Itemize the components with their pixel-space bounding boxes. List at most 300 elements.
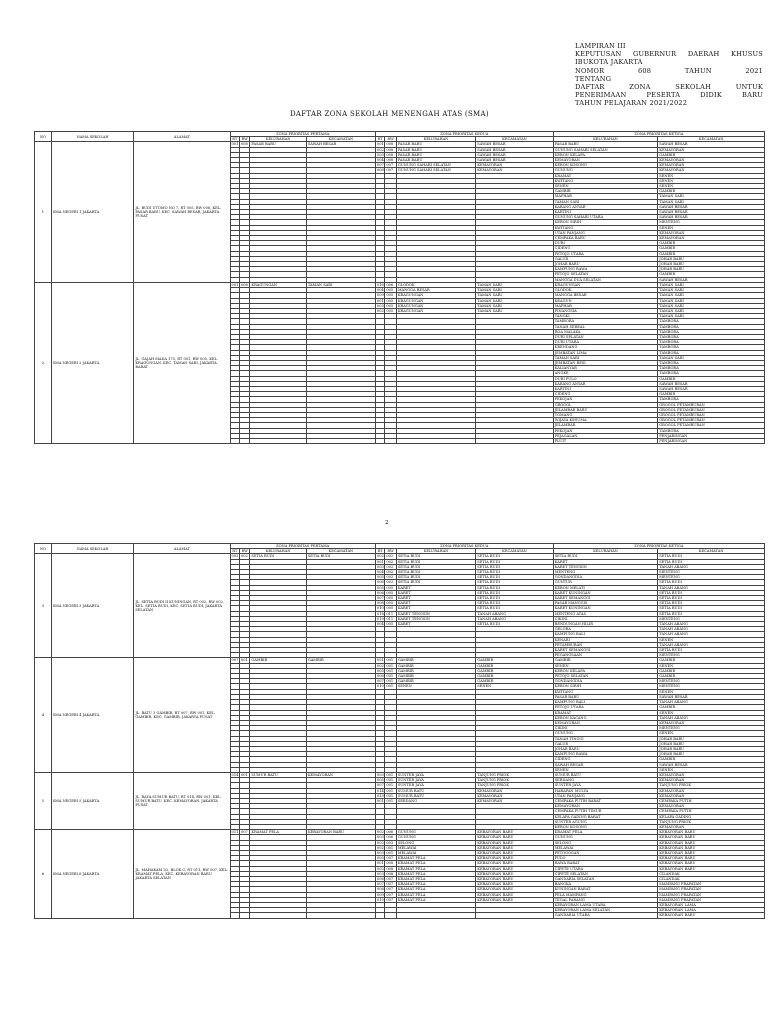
- zone3-kelurahan: SETIA BUDI: [553, 554, 658, 559]
- zone2-kelurahan: KARET TENGSIN: [396, 611, 475, 616]
- zone3-kecamatan: SENEN: [658, 637, 765, 642]
- zone3-kelurahan: KARET SEMANGGI: [553, 648, 658, 653]
- zone2-rw: 005: [385, 585, 397, 590]
- zone2-kecamatan: GAMBIR: [476, 679, 553, 684]
- zone3-kelurahan: KARANG ANYAR: [553, 381, 658, 386]
- zone3-kecamatan: MENTENG: [658, 616, 765, 621]
- zone3-kecamatan: TAMAN SARI: [658, 355, 765, 360]
- zone2-rt: 005: [376, 778, 384, 783]
- zone2-rw: 005: [385, 303, 397, 308]
- zone3-kecamatan: JOHAR BARU: [658, 256, 765, 261]
- zone2-rt: 001: [376, 142, 384, 147]
- zone2-rt: 007: [376, 783, 384, 788]
- zone2-rw: 002: [385, 575, 397, 580]
- zone3-kecamatan: TANAH ABANG: [658, 700, 765, 705]
- zone2-rw: 005: [385, 590, 397, 595]
- document-title: DAFTAR ZONA SEKOLAH MENENGAH ATAS (SMA): [290, 110, 489, 118]
- zone3-kelurahan: MAPHAR: [553, 194, 658, 199]
- zone3-kelurahan: TAMAN SARI: [553, 199, 658, 204]
- zone3-kelurahan: SENEN: [553, 184, 658, 189]
- zone1-kecamatan: SAWAH BESAR: [306, 142, 375, 147]
- zone3-kecamatan: SETIA BUDI: [658, 554, 765, 559]
- zone2-rt: 007: [376, 679, 384, 684]
- school-number: 2: [35, 282, 52, 443]
- zone2-rw: 007: [385, 897, 397, 902]
- zone3-kelurahan: PELA MAMPANG: [553, 892, 658, 897]
- zone1-kecamatan: [306, 913, 375, 918]
- school-name-header: NAMA SEKOLAH: [51, 544, 134, 554]
- zone3-kecamatan: JOHAR BARU: [658, 752, 765, 757]
- zone3-kecamatan: TANAH ABANG: [658, 715, 765, 720]
- zone3-kecamatan: JOHAR BARU: [658, 746, 765, 751]
- zone2-rt: 001: [376, 861, 384, 866]
- zone2-kecamatan: SETIA BUDI: [476, 622, 553, 627]
- zone2-kelurahan: GUNUNG SAHARI SELATAN: [396, 168, 475, 173]
- zone2-rt: 007: [376, 596, 384, 601]
- zone2-kelurahan: KRAMAT PELA: [396, 897, 475, 902]
- zone1-rw: 008: [239, 142, 249, 147]
- kelurahan-header: KELURAHAN: [396, 137, 475, 142]
- zone3-kelurahan: KEBON SIRIH: [553, 220, 658, 225]
- zone3-kelurahan: MENTENG: [553, 570, 658, 575]
- zone2-rt: 005: [376, 585, 384, 590]
- zone3-kelurahan: GROGOL: [553, 402, 658, 407]
- zone3-kelurahan: RAWA BARAT: [553, 861, 658, 866]
- zone3-kelurahan: KALIANYAR: [553, 366, 658, 371]
- zone2-rt: 016: [376, 282, 384, 287]
- zone2-rt: 007: [376, 882, 384, 887]
- zone2-kecamatan: SETIA BUDI: [476, 606, 553, 611]
- zone3-kelurahan: CIPETE UTARA: [553, 866, 658, 871]
- zone3-kelurahan: PLUIT: [553, 438, 658, 443]
- zone3-kelurahan: KEBON KOSONG: [553, 163, 658, 168]
- zone3-kelurahan: TANAH SEREAL: [553, 324, 658, 329]
- zone3-kelurahan: TAMBORA: [553, 319, 658, 324]
- zone3-kecamatan: TAMBORA: [658, 340, 765, 345]
- zone2-kelurahan: SUNTER JAYA: [396, 772, 475, 777]
- zone2-kecamatan: KEBAYORAN BARU: [476, 850, 553, 855]
- zone2-kelurahan: MELAWAI: [396, 845, 475, 850]
- zone2-kecamatan: KEBAYORAN BARU: [476, 845, 553, 850]
- zone3-kelurahan: MANGGA DUA SELATAN: [553, 277, 658, 282]
- zone2-rt: 002: [376, 554, 384, 559]
- zone3-kelurahan: KEMAYORAN: [553, 720, 658, 725]
- zone3-kecamatan: KEBAYORAN BARU: [658, 856, 765, 861]
- zone2-rw: 007: [385, 887, 397, 892]
- zone2-kelurahan: KRAGUNGAN: [396, 303, 475, 308]
- zone3-kecamatan: TANAH ABANG: [658, 622, 765, 627]
- zone2-rt: 003: [376, 835, 384, 840]
- header-line: TENTANG: [575, 74, 612, 83]
- zone2-kecamatan: KEBAYORAN BARU: [476, 882, 553, 887]
- zone2-kelurahan: SUNTER JAYA: [396, 778, 475, 783]
- zone2-kelurahan: SENEN: [396, 684, 475, 689]
- zone-table: [34, 131, 765, 444]
- rt-header: RT: [375, 137, 384, 142]
- zone1-kelurahan: [250, 913, 306, 918]
- zone3-kecamatan: SENEN: [658, 767, 765, 772]
- zone2-rw: 005: [385, 596, 397, 601]
- school-name: SMA NEGERI 4 JAKARTA: [51, 658, 134, 772]
- zone3-kelurahan: HARAPAN MULYA: [553, 788, 658, 793]
- zone3-kecamatan: KEBAYORAN BARU: [658, 845, 765, 850]
- zone3-kecamatan: KEMAYORAN: [658, 163, 765, 168]
- zone2-kelurahan: KARET: [396, 596, 475, 601]
- document-page-2: [0, 500, 768, 1024]
- zone3-kelurahan: SENEN: [553, 767, 658, 772]
- zone2-rt: 001: [376, 298, 384, 303]
- zone3-kelurahan: TANAH TINGGI: [553, 736, 658, 741]
- zone2-kecamatan: KEBAYORAN BARU: [476, 897, 553, 902]
- zone2-rw: 005: [385, 606, 397, 611]
- zone3-kelurahan: KENARI: [553, 637, 658, 642]
- kelurahan-header: KELURAHAN: [250, 137, 306, 142]
- zone3-kecamatan: MENTENG: [658, 684, 765, 689]
- zone2-rw: [385, 913, 397, 918]
- zone2-rt: 008: [376, 168, 384, 173]
- zone2-rw: 002: [385, 564, 397, 569]
- decree-header: [575, 42, 763, 108]
- zone3-kelurahan: KEBON KOSONG: [553, 824, 658, 829]
- zone2-rw: 001: [385, 788, 397, 793]
- zone3-kecamatan: TAMBORA: [658, 350, 765, 355]
- zone3-kelurahan: GAMBIR: [553, 189, 658, 194]
- zone3-kecamatan: SAWAH BESAR: [658, 215, 765, 220]
- zone3-kecamatan: KEBAYORAN BARU: [658, 861, 765, 866]
- zone2-rt: 003: [376, 871, 384, 876]
- zone3-kelurahan: PETAMBURAN: [553, 642, 658, 647]
- zone3-kecamatan: MENTENG: [658, 575, 765, 580]
- school-number: 5: [35, 772, 52, 829]
- header-line: TAHUN PELAJARAN 2021/2022: [575, 99, 688, 108]
- school-address: JL. GAJAH MADA 175, RT 001, RW 005, KEL. KRAGUNGAN, KEC. TAMAN SARI, JAKARTA BARAT: [134, 282, 230, 443]
- zone2-kelurahan: GLODOK: [396, 282, 475, 287]
- zone2-kecamatan: KEMAYORAN: [476, 788, 553, 793]
- zone3-kecamatan: JOHAR BARU: [658, 736, 765, 741]
- zone1-kelurahan: PASAR BARU: [250, 142, 306, 147]
- zone2-kecamatan: SETIA BUDI: [476, 590, 553, 595]
- zone3-kelurahan: GUNTUR: [553, 580, 658, 585]
- zone2-rw: 008: [385, 861, 397, 866]
- zone3-kecamatan: CEMPAKA PUTIH: [658, 809, 765, 814]
- kelurahan-header: KELURAHAN: [396, 549, 475, 554]
- school-name: SMA NEGERI 6 JAKARTA: [51, 830, 134, 918]
- zone2-kelurahan: KRAMAT PELA: [396, 871, 475, 876]
- zone1-rw: 001: [239, 658, 249, 663]
- zone3-kelurahan: PASAR BARU: [553, 694, 658, 699]
- zone3-kelurahan: KARET SEMANGGI: [553, 596, 658, 601]
- zone3-kecamatan: TANAH ABANG: [658, 642, 765, 647]
- zone1-kecamatan: GAMBIR: [306, 658, 375, 663]
- zone3-kecamatan: SETIA BUDI: [658, 611, 765, 616]
- zone1-kecamatan: KEBAYORAN BARU: [306, 830, 375, 835]
- kelurahan-header: KELURAHAN: [553, 137, 658, 142]
- zone2-kelurahan: GAMBIR: [396, 679, 475, 684]
- zone3-kelurahan: SUMUR BATU: [553, 772, 658, 777]
- kecamatan-header: KECAMATAN: [658, 137, 765, 142]
- zone3-kelurahan: PASAR BARU: [553, 142, 658, 147]
- zone2-rt: 010: [376, 606, 384, 611]
- zone3-kecamatan: JOHAR BARU: [658, 267, 765, 272]
- zone3-kelurahan: KRAMAT: [553, 173, 658, 178]
- zone3-kecamatan: SENEN: [658, 184, 765, 189]
- zone3-kelurahan: ANGKE: [553, 371, 658, 376]
- zone3-kelurahan: KEBON MELATI: [553, 585, 658, 590]
- zone3-kelurahan: BENDUNGAN HILIR: [553, 622, 658, 627]
- zone3-kelurahan: TEGAL PARANG: [553, 897, 658, 902]
- zone2-rw: 007: [385, 892, 397, 897]
- zone2-rw: 001: [385, 778, 397, 783]
- zone3-kecamatan: TAMBORA: [658, 324, 765, 329]
- zone2-kelurahan: PASAR BARU: [396, 147, 475, 152]
- zone3-kecamatan: MENTENG: [658, 726, 765, 731]
- zone3-kecamatan: SETIA BUDI: [658, 559, 765, 564]
- zone3-kecamatan: MAMPANG PRAPATAN: [658, 892, 765, 897]
- zone2-rw: 001: [385, 663, 397, 668]
- zone3-kelurahan: JEMBATAN BESI: [553, 360, 658, 365]
- zone2-rw: 011: [385, 616, 397, 621]
- zone3-kecamatan: KEMAYORAN: [658, 236, 765, 241]
- zone3-kecamatan: SENEN: [658, 173, 765, 178]
- header-line: PENERIMAAN PESERTA DIDIK BARU: [575, 91, 763, 100]
- zone1-kelurahan: SUMUR BATU: [250, 772, 306, 777]
- zone2-rt: 006: [376, 580, 384, 585]
- zone2-rw: 002: [385, 559, 397, 564]
- zone2-rw: 007: [385, 163, 397, 168]
- zone2-kecamatan: SENEN: [476, 684, 553, 689]
- zone2-rw: 008: [385, 158, 397, 163]
- zone2-kelurahan: KARET: [396, 606, 475, 611]
- zone2-kelurahan: KARET: [396, 585, 475, 590]
- zone2-rw: 001: [385, 772, 397, 777]
- zone2-rw: 008: [385, 152, 397, 157]
- zone2-rw: 001: [385, 783, 397, 788]
- zone3-kecamatan: TAMBORA: [658, 319, 765, 324]
- zone3-kecamatan: TAMAN SARI: [658, 308, 765, 313]
- zone2-kecamatan: GAMBIR: [476, 674, 553, 679]
- zone1-rw: [239, 913, 249, 918]
- zone3-kecamatan: CILANDAK: [658, 877, 765, 882]
- zone3-kecamatan: GROGOL PETAMBURAN: [658, 412, 765, 417]
- header-line: LAMPIRAN III: [575, 42, 626, 50]
- school-number: 3: [35, 554, 52, 658]
- zone2-kecamatan: KEBAYORAN BARU: [476, 887, 553, 892]
- zone1-kelurahan: [250, 438, 306, 443]
- zone2-rt: 008: [376, 601, 384, 606]
- zone2-kecamatan: KEBAYORAN BARU: [476, 877, 553, 882]
- zone3-kelurahan: PETOJO SELATAN: [553, 272, 658, 277]
- zone3-kecamatan: KEMAYORAN: [658, 230, 765, 235]
- school-number: 4: [35, 658, 52, 772]
- zone3-kelurahan: PINANGSIA: [553, 308, 658, 313]
- zone3-kelurahan: KARANG ANYAR: [553, 204, 658, 209]
- zone3-kecamatan: MAMPANG PRAPATAN: [658, 897, 765, 902]
- rw-header: RW: [239, 549, 249, 554]
- zone2-rw: 002: [385, 570, 397, 575]
- zone3-kelurahan: PETOGOGAN: [553, 850, 658, 855]
- zone2-kelurahan: [396, 438, 475, 443]
- zone2-kecamatan: TAMAN SARI: [476, 308, 553, 313]
- zone3-kelurahan: KARET TENGSIN: [553, 564, 658, 569]
- zone1-rt: 007: [231, 658, 239, 663]
- zone2-kecamatan: TANJUNG PRIOK: [476, 772, 553, 777]
- school-number: 6: [35, 830, 52, 918]
- zone3-kelurahan: KEBAYORAN LAMA SELATAN: [553, 908, 658, 913]
- zone2-kecamatan: KEBAYORAN BARU: [476, 830, 553, 835]
- zone3-kelurahan: SELONG: [553, 840, 658, 845]
- zone2-kelurahan: KRAMAT PELA: [396, 882, 475, 887]
- zone3-kecamatan: GROGOL PETAMBURAN: [658, 407, 765, 412]
- zone2-rt: 004: [376, 570, 384, 575]
- zone1-kecamatan: TAMAN SARI: [306, 282, 375, 287]
- zone3-kecamatan: MENTENG: [658, 653, 765, 658]
- zone3-kelurahan: DURI PULO: [553, 376, 658, 381]
- zone3-kelurahan: MANGGA BESAR: [553, 293, 658, 298]
- zone2-kelurahan: KRAMAT PELA: [396, 861, 475, 866]
- zone3-kecamatan: GAMBIR: [658, 246, 765, 251]
- zone3-kecamatan: KEBAYORAN BARU: [658, 866, 765, 871]
- zone2-rw: 002: [385, 580, 397, 585]
- zone3-kecamatan: SAWAH BESAR: [658, 386, 765, 391]
- zone3-kelurahan: KWITANG: [553, 178, 658, 183]
- zone2-kecamatan: KEBAYORAN BARU: [476, 861, 553, 866]
- zone3-kecamatan: TAMBORA: [658, 329, 765, 334]
- zone3-kelurahan: PETOJO SELATAN: [553, 674, 658, 679]
- zone3-kecamatan: CILANDAK: [658, 871, 765, 876]
- zone3-kelurahan: GANDARIA SELATAN: [553, 877, 658, 882]
- zone3-kelurahan: TOMANG: [553, 412, 658, 417]
- zone1-rw: 001: [239, 772, 249, 777]
- zone2-kelurahan: GAMBIR: [396, 658, 475, 663]
- zone3-kecamatan: TAMBORA: [658, 371, 765, 376]
- zone3-kelurahan: PETOJO UTARA: [553, 251, 658, 256]
- school-address: JL. SETIA BUDI II KUNINGAN, RT 002, RW 002, KEL. SETIA BUDI, KEC. SETIA BUDI, JAKARTA SELATAN: [134, 554, 230, 658]
- zone2-kecamatan: SAWAH BESAR: [476, 142, 553, 147]
- zone3-kelurahan: CEMPAKA BARU: [553, 236, 658, 241]
- zone3-kecamatan: SENEN: [658, 663, 765, 668]
- zone-table: [34, 543, 765, 919]
- zone2-kecamatan: SETIA BUDI: [476, 575, 553, 580]
- zone2-rt: 003: [376, 564, 384, 569]
- school-name: SMA NEGERI 1 JAKARTA: [51, 142, 134, 282]
- school-name-header: NAMA SEKOLAH: [51, 132, 134, 142]
- zone3-kecamatan: TANAH ABANG: [658, 564, 765, 569]
- zone1-kecamatan: SETIA BUDI: [306, 554, 375, 559]
- zone2-kecamatan: TAMAN SARI: [476, 298, 553, 303]
- zone3-kecamatan: CEMPAKA PUTIH: [658, 798, 765, 803]
- zone2-kelurahan: KARET: [396, 622, 475, 627]
- zone3-kelurahan: CIKINI: [553, 726, 658, 731]
- zone2-kelurahan: MELAWAI: [396, 850, 475, 855]
- zone3-kelurahan: KAMPUNG RAWA: [553, 752, 658, 757]
- zone3-kecamatan: SETIA BUDI: [658, 596, 765, 601]
- zone1-rw: 008: [239, 282, 249, 287]
- zone2-rw: 002: [385, 554, 397, 559]
- zone3-kecamatan: KEMAYORAN: [658, 778, 765, 783]
- zone2-kelurahan: KRAMAT PELA: [396, 856, 475, 861]
- zone2-rt: 002: [376, 866, 384, 871]
- school-address: JL. MAHAKAM I/2, BLOK C, RT 011, RW 007, KEL. KRAMAT PELA, KEC. KEBAYORAN BARU, JAKARTA SELATAN: [134, 830, 230, 918]
- zone2-kecamatan: KEBAYORAN BARU: [476, 871, 553, 876]
- rw-header: RW: [385, 137, 397, 142]
- zone2-rt: 009: [376, 293, 384, 298]
- zone3-kelurahan: KARTINI: [553, 386, 658, 391]
- zone2-kecamatan: TAMAN SARI: [476, 288, 553, 293]
- zone3-kecamatan: KEBAYORAN BARU: [658, 840, 765, 845]
- zone2-rt: 008: [376, 887, 384, 892]
- zone2-kecamatan: TANAH ABANG: [476, 616, 553, 621]
- zone3-kecamatan: TAMAN SARI: [658, 314, 765, 319]
- zone2-kelurahan: GAMBIR: [396, 668, 475, 673]
- zone3-kecamatan: JOHAR BARU: [658, 741, 765, 746]
- zone3-kecamatan: KEMAYORAN: [658, 158, 765, 163]
- zone3-kelurahan: JOHAR BARU: [553, 746, 658, 751]
- zone2-rw: 001: [385, 658, 397, 663]
- zone3-kecamatan: SETIA BUDI: [658, 580, 765, 585]
- zone3-kelurahan: GLODOK: [553, 288, 658, 293]
- no-header: NO: [35, 132, 52, 142]
- zone2-rt: 001: [376, 658, 384, 663]
- zone2-rt: 014: [376, 788, 384, 793]
- zone3-kelurahan: KEBON KACANG: [553, 715, 658, 720]
- zone3-kecamatan: SENEN: [658, 710, 765, 715]
- zone1-header: ZONA PRIORITAS PERTAMA: [230, 544, 375, 549]
- zone3-kelurahan: KARET: [553, 559, 658, 564]
- zone3-kelurahan: DURI UTARA: [553, 340, 658, 345]
- address-header: ALAMAT: [134, 544, 230, 554]
- header-line: KEPUTUSAN GUBERNUR DAERAH KHUSUS: [575, 50, 763, 59]
- zone2-kecamatan: SETIA BUDI: [476, 570, 553, 575]
- zone3-kecamatan: TAMAN SARI: [658, 298, 765, 303]
- zone2-rt: [375, 913, 384, 918]
- zone3-kecamatan: SAWAH BESAR: [658, 277, 765, 282]
- address-header: ALAMAT: [134, 132, 230, 142]
- zone2-rw: 001: [385, 845, 397, 850]
- table-header: [35, 544, 765, 554]
- zone2-kecamatan: KEMAYORAN: [476, 798, 553, 803]
- zone3-kelurahan: PULO: [553, 856, 658, 861]
- zone3-kecamatan: SAWAH BESAR: [658, 694, 765, 699]
- zone2-kecamatan: KEBAYORAN BARU: [476, 866, 553, 871]
- zone2-kelurahan: SETIA BUDI: [396, 554, 475, 559]
- zone2-rt: 006: [376, 674, 384, 679]
- zone1-kelurahan: KRAMAT PELA: [250, 830, 306, 835]
- zone2-kelurahan: SUMUR BATU: [396, 788, 475, 793]
- zone1-rt: [230, 438, 239, 443]
- zone2-rt: 002: [376, 845, 384, 850]
- zone3-kelurahan: SERDANG: [553, 778, 658, 783]
- zone2-kecamatan: SETIA BUDI: [476, 564, 553, 569]
- zone3-kecamatan: KEMAYORAN: [658, 824, 765, 829]
- zone2-kecamatan: KEMAYORAN: [476, 793, 553, 798]
- rw-header: RW: [385, 549, 397, 554]
- zone3-kelurahan: CIPETE SELATAN: [553, 871, 658, 876]
- zone2-kelurahan: [396, 913, 475, 918]
- zone3-kelurahan: KEMAYORAN: [553, 804, 658, 809]
- zone3-kelurahan: CEMPAKA PUTIH TIMUR: [553, 809, 658, 814]
- zone3-kecamatan: MAMPANG PRAPATAN: [658, 882, 765, 887]
- zone3-kelurahan: CEMPAKA PUTIH BARAT: [553, 798, 658, 803]
- zone2-rw: 001: [385, 793, 397, 798]
- zone1-kecamatan: [306, 438, 375, 443]
- zone2-rw: 005: [385, 622, 397, 627]
- zone1-kelurahan: SETIA BUDI: [250, 554, 306, 559]
- zone3-kecamatan: GAMBIR: [658, 189, 765, 194]
- zone3-kelurahan: GUNUNG SAHARI SELATAN: [553, 147, 658, 152]
- zone3-kecamatan: SETIA BUDI: [658, 590, 765, 595]
- zone3-kelurahan: MENTENG ATAS: [553, 611, 658, 616]
- zone1-rt: 001: [231, 282, 239, 287]
